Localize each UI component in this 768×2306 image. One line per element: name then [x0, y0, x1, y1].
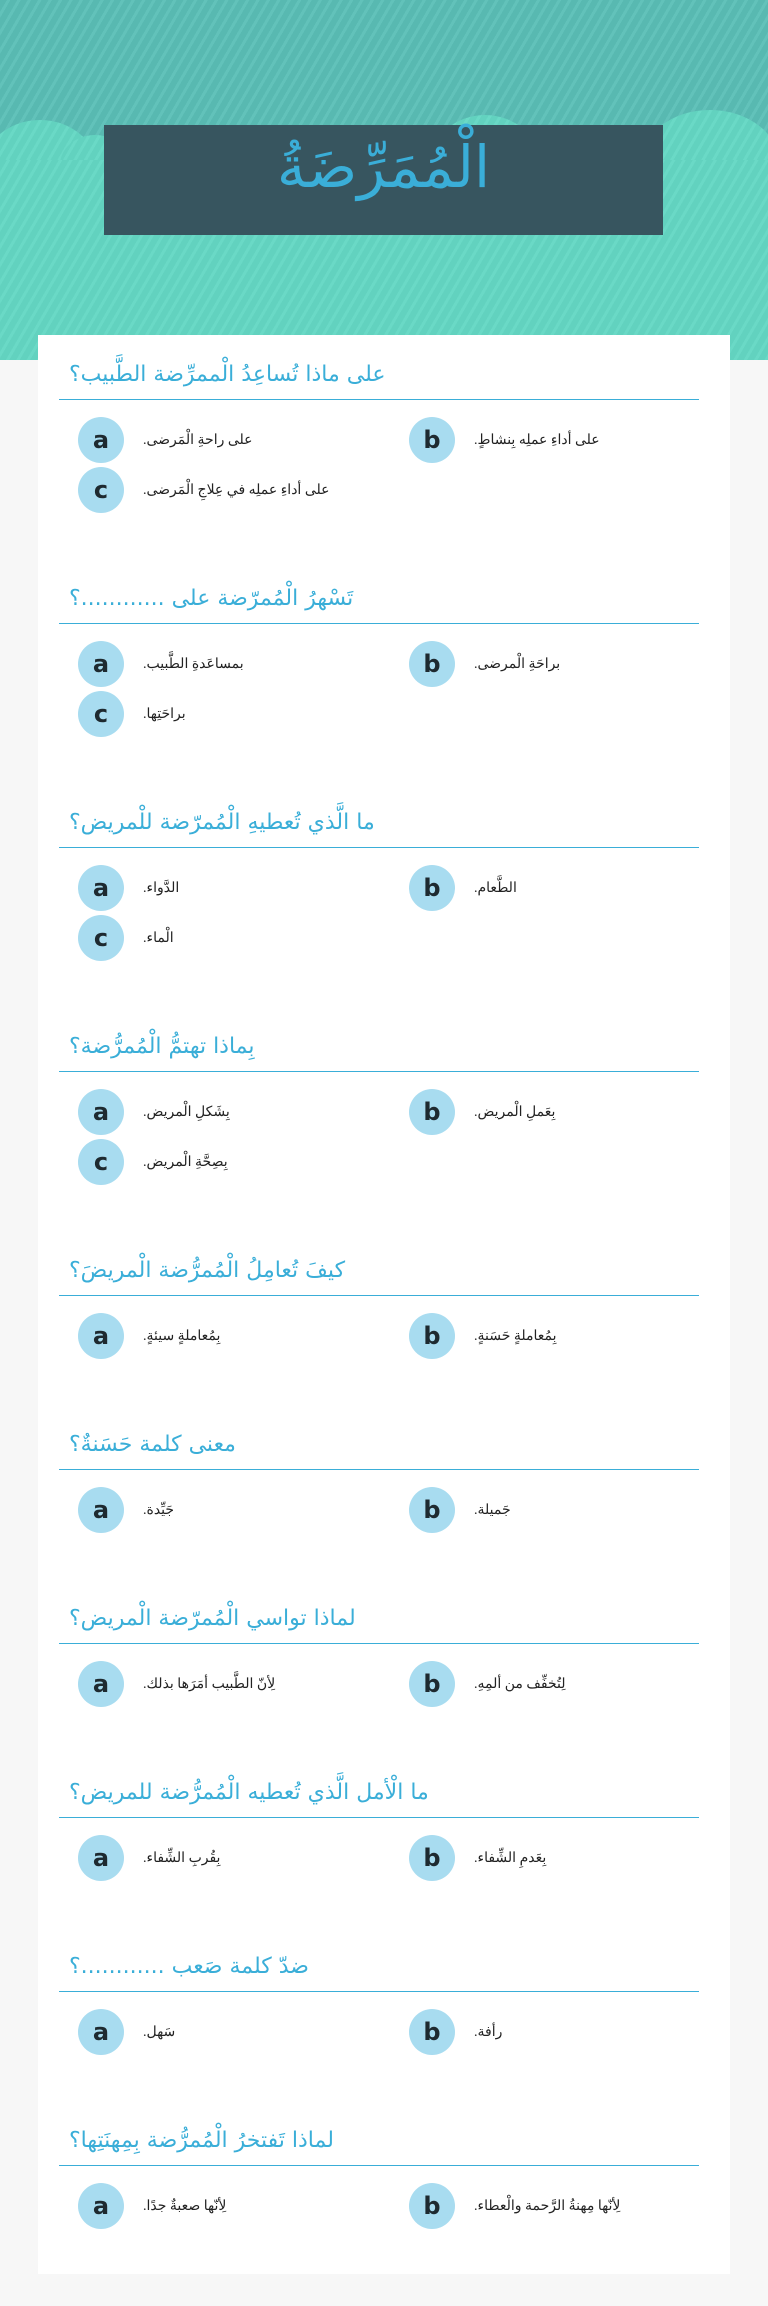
question-section — [59, 1768, 699, 1881]
option-text[interactable]: بِمُعاملةٍ حَسَنةٍ. — [474, 1328, 557, 1344]
answer-option-a[interactable] — [59, 1313, 390, 1359]
option-letter-badge[interactable]: a — [78, 1661, 124, 1707]
option-letter-badge[interactable]: a — [78, 1835, 124, 1881]
answer-option-b[interactable] — [390, 1089, 699, 1135]
option-text[interactable]: على أداءِ عملِه بِنشاطٍ. — [474, 432, 600, 448]
option-text[interactable]: براحَةِ الْمرضى. — [474, 656, 561, 672]
option-letter-badge[interactable]: b — [409, 641, 455, 687]
option-text[interactable]: براحَتِها. — [143, 706, 186, 722]
question-section — [59, 798, 699, 961]
question-title: بِماذا تهتمُّ الْمُمرُّضة؟ — [59, 1022, 699, 1072]
question-title: كيفَ تُعامِلُ الْمُمرُّضة الْمريضَ؟ — [59, 1246, 699, 1296]
question-title: لماذا تواسي الْمُمرّضة الْمريض؟ — [59, 1594, 699, 1644]
option-text[interactable]: لِتُخفِّف من ألمِهِ. — [474, 1676, 566, 1692]
answer-option-c[interactable] — [59, 915, 390, 961]
option-letter-badge[interactable]: a — [78, 2009, 124, 2055]
options-list — [59, 2183, 699, 2229]
option-letter-badge[interactable]: c — [78, 467, 124, 513]
options-list — [59, 641, 699, 737]
answer-option-b[interactable] — [390, 1661, 699, 1707]
question-title: تَسْهرُ الْمُمرّضة على ............؟ — [59, 574, 699, 624]
option-text[interactable]: لِأنّ الطَّبيب أمَرَها بذلك. — [143, 1676, 276, 1692]
question-title: لماذا تَفتخرُ الْمُمرُّضة بِمِهنَتِها؟ — [59, 2116, 699, 2166]
option-text[interactable]: بِشَكلِ الْمريض. — [143, 1104, 230, 1120]
option-letter-badge[interactable]: b — [409, 2183, 455, 2229]
options-list — [59, 1487, 699, 1533]
question-section — [59, 2116, 699, 2229]
option-letter-badge[interactable]: b — [409, 2009, 455, 2055]
question-section — [59, 1246, 699, 1359]
option-text[interactable]: بِقُربِ الشِّفاء. — [143, 1850, 221, 1866]
options-list — [59, 1661, 699, 1707]
answer-option-a[interactable] — [59, 641, 390, 687]
answer-option-a[interactable] — [59, 865, 390, 911]
answer-option-b[interactable] — [390, 2183, 699, 2229]
options-list — [59, 865, 699, 961]
option-text[interactable]: على راحةِ الْمَرضى. — [143, 432, 253, 448]
option-letter-badge[interactable]: b — [409, 1089, 455, 1135]
option-letter-badge[interactable]: a — [78, 417, 124, 463]
answer-option-b[interactable] — [390, 1835, 699, 1881]
question-section — [59, 1022, 699, 1185]
option-letter-badge[interactable]: b — [409, 1487, 455, 1533]
answer-option-b[interactable] — [390, 2009, 699, 2055]
option-text[interactable]: بِعَملِ الْمريض. — [474, 1104, 556, 1120]
question-section — [59, 1942, 699, 2055]
question-title: ضدّ كلمة صَعب ............؟ — [59, 1942, 699, 1992]
option-text[interactable]: الطَّعام. — [474, 880, 517, 896]
option-letter-badge[interactable]: b — [409, 865, 455, 911]
answer-option-a[interactable] — [59, 1661, 390, 1707]
answer-option-a[interactable] — [59, 1835, 390, 1881]
option-letter-badge[interactable]: a — [78, 865, 124, 911]
answer-option-a[interactable] — [59, 417, 390, 463]
options-list — [59, 1835, 699, 1881]
page-title: الْمُمَرِّضَةُ — [276, 133, 491, 201]
question-title: ما الْأمل الَّذي تُعطيه الْمُمرُّضة للمريض؟ — [59, 1768, 699, 1818]
question-section — [59, 1420, 699, 1533]
option-text[interactable]: بِمُعاملةٍ سيئةٍ. — [143, 1328, 221, 1344]
question-section — [59, 574, 699, 737]
option-text[interactable]: على أداءِ عملِه في عِلاجِ الْمَرضى. — [143, 482, 330, 498]
answer-option-a[interactable] — [59, 1089, 390, 1135]
title-banner — [104, 125, 663, 235]
option-text[interactable]: الْماء. — [143, 930, 174, 946]
question-section — [59, 1594, 699, 1707]
option-letter-badge[interactable]: a — [78, 641, 124, 687]
header-banner — [0, 0, 768, 360]
answer-option-b[interactable] — [390, 417, 699, 463]
question-section — [59, 350, 699, 513]
question-title: ما الَّذي تُعطيهِ الْمُمرّضة للْمريض؟ — [59, 798, 699, 848]
question-title: معنى كلمة حَسَنةٌ؟ — [59, 1420, 699, 1470]
option-text[interactable]: لِأنّها صعبةٌ جدًا. — [143, 2198, 227, 2214]
answer-option-b[interactable] — [390, 641, 699, 687]
option-letter-badge[interactable]: a — [78, 2183, 124, 2229]
option-text[interactable]: سَهل. — [143, 2024, 176, 2040]
option-text[interactable]: جَيِّدة. — [143, 1502, 175, 1518]
option-text[interactable]: رأفة. — [474, 2024, 503, 2040]
answer-option-b[interactable] — [390, 1313, 699, 1359]
option-text[interactable]: جَميلة. — [474, 1502, 511, 1518]
option-letter-badge[interactable]: a — [78, 1089, 124, 1135]
option-letter-badge[interactable]: b — [409, 1661, 455, 1707]
option-text[interactable]: لِأنّها مِهنةُ الرَّحمة والْعطاء. — [474, 2198, 621, 2214]
option-letter-badge[interactable]: c — [78, 691, 124, 737]
option-letter-badge[interactable]: c — [78, 915, 124, 961]
options-list — [59, 1089, 699, 1185]
option-letter-badge[interactable]: b — [409, 417, 455, 463]
option-letter-badge[interactable]: c — [78, 1139, 124, 1185]
quiz-card — [38, 335, 730, 2274]
answer-option-a[interactable] — [59, 2009, 390, 2055]
options-list — [59, 417, 699, 513]
question-title: على ماذا تُساعِدُ الْممرِّضة الطَّبيب؟ — [59, 350, 699, 400]
answer-option-c[interactable] — [59, 467, 390, 513]
answer-option-b[interactable] — [390, 1487, 699, 1533]
option-letter-badge[interactable]: b — [409, 1835, 455, 1881]
answer-option-c[interactable] — [59, 691, 390, 737]
answer-option-b[interactable] — [390, 865, 699, 911]
option-letter-badge[interactable]: a — [78, 1487, 124, 1533]
option-text[interactable]: بِعَدمِ الشِّفاء. — [474, 1850, 547, 1866]
answer-option-c[interactable] — [59, 1139, 390, 1185]
options-list — [59, 2009, 699, 2055]
options-list — [59, 1313, 699, 1359]
option-letter-badge[interactable]: a — [78, 1313, 124, 1359]
option-text[interactable]: بمساعَدةِ الطَّبيب. — [143, 656, 244, 672]
option-text[interactable]: بِصِحَّةِ الْمريض. — [143, 1154, 228, 1170]
answer-option-a[interactable] — [59, 2183, 390, 2229]
answer-option-a[interactable] — [59, 1487, 390, 1533]
option-text[interactable]: الدَّواء. — [143, 880, 180, 896]
option-letter-badge[interactable]: b — [409, 1313, 455, 1359]
